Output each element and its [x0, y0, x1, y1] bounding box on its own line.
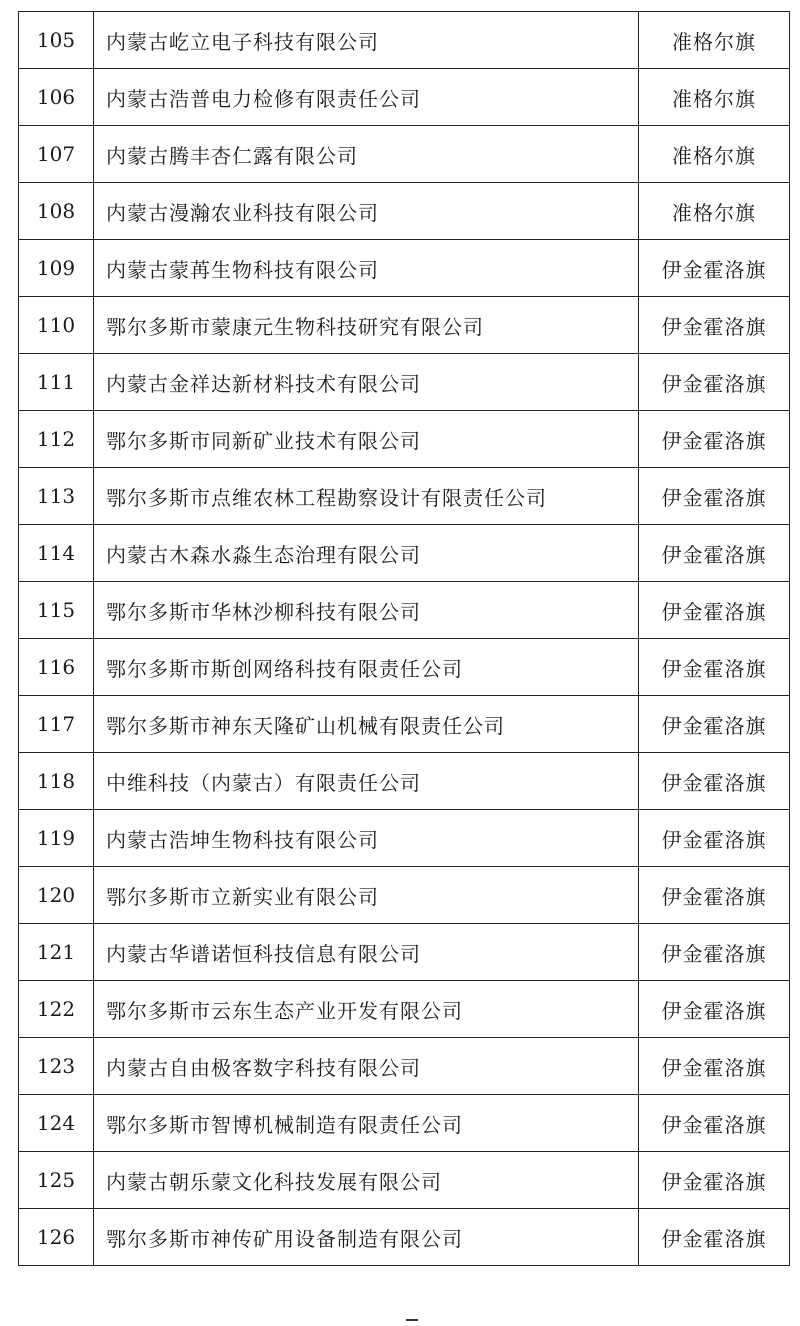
row-number-cell: 124 — [19, 1095, 94, 1152]
table-row — [19, 810, 790, 867]
region-cell: 准格尔旗 — [639, 183, 790, 240]
region-cell: 伊金霍洛旗 — [639, 525, 790, 582]
table-row — [19, 1152, 790, 1209]
row-number-cell: 122 — [19, 981, 94, 1038]
company-name-cell: 鄂尔多斯市同新矿业技术有限公司 — [94, 411, 639, 468]
company-name-cell: 内蒙古漫瀚农业科技有限公司 — [94, 183, 639, 240]
table-row — [19, 639, 790, 696]
company-name-cell: 鄂尔多斯市智博机械制造有限责任公司 — [94, 1095, 639, 1152]
region-cell: 伊金霍洛旗 — [639, 1038, 790, 1095]
region-cell: 伊金霍洛旗 — [639, 1152, 790, 1209]
region-cell: 伊金霍洛旗 — [639, 411, 790, 468]
company-name-cell: 内蒙古木森水淼生态治理有限公司 — [94, 525, 639, 582]
table-row — [19, 867, 790, 924]
page-number-mark — [406, 1319, 418, 1321]
region-cell: 伊金霍洛旗 — [639, 753, 790, 810]
region-cell: 伊金霍洛旗 — [639, 810, 790, 867]
region-cell: 准格尔旗 — [639, 69, 790, 126]
company-name-cell: 鄂尔多斯市华林沙柳科技有限公司 — [94, 582, 639, 639]
region-cell: 伊金霍洛旗 — [639, 696, 790, 753]
region-cell: 伊金霍洛旗 — [639, 1209, 790, 1266]
row-number-cell: 119 — [19, 810, 94, 867]
row-number-cell: 114 — [19, 525, 94, 582]
table-row — [19, 297, 790, 354]
row-number-cell: 121 — [19, 924, 94, 981]
table-row — [19, 753, 790, 810]
company-name-cell: 内蒙古浩坤生物科技有限公司 — [94, 810, 639, 867]
company-name-cell: 内蒙古朝乐蒙文化科技发展有限公司 — [94, 1152, 639, 1209]
region-cell: 伊金霍洛旗 — [639, 354, 790, 411]
row-number-cell: 125 — [19, 1152, 94, 1209]
table-row — [19, 696, 790, 753]
region-cell: 伊金霍洛旗 — [639, 240, 790, 297]
company-name-cell: 内蒙古自由极客数字科技有限公司 — [94, 1038, 639, 1095]
row-number-cell: 109 — [19, 240, 94, 297]
company-name-cell: 鄂尔多斯市立新实业有限公司 — [94, 867, 639, 924]
region-cell: 伊金霍洛旗 — [639, 1095, 790, 1152]
company-name-cell: 内蒙古腾丰杏仁露有限公司 — [94, 126, 639, 183]
company-list-table — [18, 11, 790, 1266]
region-cell: 伊金霍洛旗 — [639, 981, 790, 1038]
region-cell: 伊金霍洛旗 — [639, 468, 790, 525]
company-name-cell: 内蒙古金祥达新材料技术有限公司 — [94, 354, 639, 411]
region-cell: 伊金霍洛旗 — [639, 297, 790, 354]
row-number-cell: 118 — [19, 753, 94, 810]
row-number-cell: 106 — [19, 69, 94, 126]
company-name-cell: 内蒙古浩普电力检修有限责任公司 — [94, 69, 639, 126]
region-cell: 准格尔旗 — [639, 12, 790, 69]
row-number-cell: 115 — [19, 582, 94, 639]
table-row — [19, 126, 790, 183]
table-row — [19, 582, 790, 639]
row-number-cell: 105 — [19, 12, 94, 69]
company-name-cell: 内蒙古蒙苒生物科技有限公司 — [94, 240, 639, 297]
region-cell: 伊金霍洛旗 — [639, 867, 790, 924]
table-row — [19, 1038, 790, 1095]
company-name-cell: 鄂尔多斯市云东生态产业开发有限公司 — [94, 981, 639, 1038]
company-name-cell: 中维科技（内蒙古）有限责任公司 — [94, 753, 639, 810]
table-row — [19, 924, 790, 981]
row-number-cell: 112 — [19, 411, 94, 468]
table-row — [19, 240, 790, 297]
row-number-cell: 117 — [19, 696, 94, 753]
company-name-cell: 鄂尔多斯市蒙康元生物科技研究有限公司 — [94, 297, 639, 354]
company-name-cell: 鄂尔多斯市斯创网络科技有限责任公司 — [94, 639, 639, 696]
table-row — [19, 411, 790, 468]
table-row — [19, 468, 790, 525]
row-number-cell: 108 — [19, 183, 94, 240]
row-number-cell: 111 — [19, 354, 94, 411]
row-number-cell: 123 — [19, 1038, 94, 1095]
table-body — [19, 12, 790, 1266]
row-number-cell: 116 — [19, 639, 94, 696]
row-number-cell: 107 — [19, 126, 94, 183]
table-row — [19, 1209, 790, 1266]
company-name-cell: 鄂尔多斯市神东天隆矿山机械有限责任公司 — [94, 696, 639, 753]
table-row — [19, 69, 790, 126]
row-number-cell: 113 — [19, 468, 94, 525]
table-row — [19, 981, 790, 1038]
region-cell: 伊金霍洛旗 — [639, 924, 790, 981]
company-name-cell: 内蒙古华谱诺恒科技信息有限公司 — [94, 924, 639, 981]
region-cell: 准格尔旗 — [639, 126, 790, 183]
row-number-cell: 120 — [19, 867, 94, 924]
table-row — [19, 1095, 790, 1152]
company-name-cell: 内蒙古屹立电子科技有限公司 — [94, 12, 639, 69]
region-cell: 伊金霍洛旗 — [639, 582, 790, 639]
table-row — [19, 354, 790, 411]
table-row — [19, 12, 790, 69]
table-row — [19, 525, 790, 582]
company-name-cell: 鄂尔多斯市神传矿用设备制造有限公司 — [94, 1209, 639, 1266]
table-row — [19, 183, 790, 240]
row-number-cell: 126 — [19, 1209, 94, 1266]
row-number-cell: 110 — [19, 297, 94, 354]
company-name-cell: 鄂尔多斯市点维农林工程勘察设计有限责任公司 — [94, 468, 639, 525]
region-cell: 伊金霍洛旗 — [639, 639, 790, 696]
